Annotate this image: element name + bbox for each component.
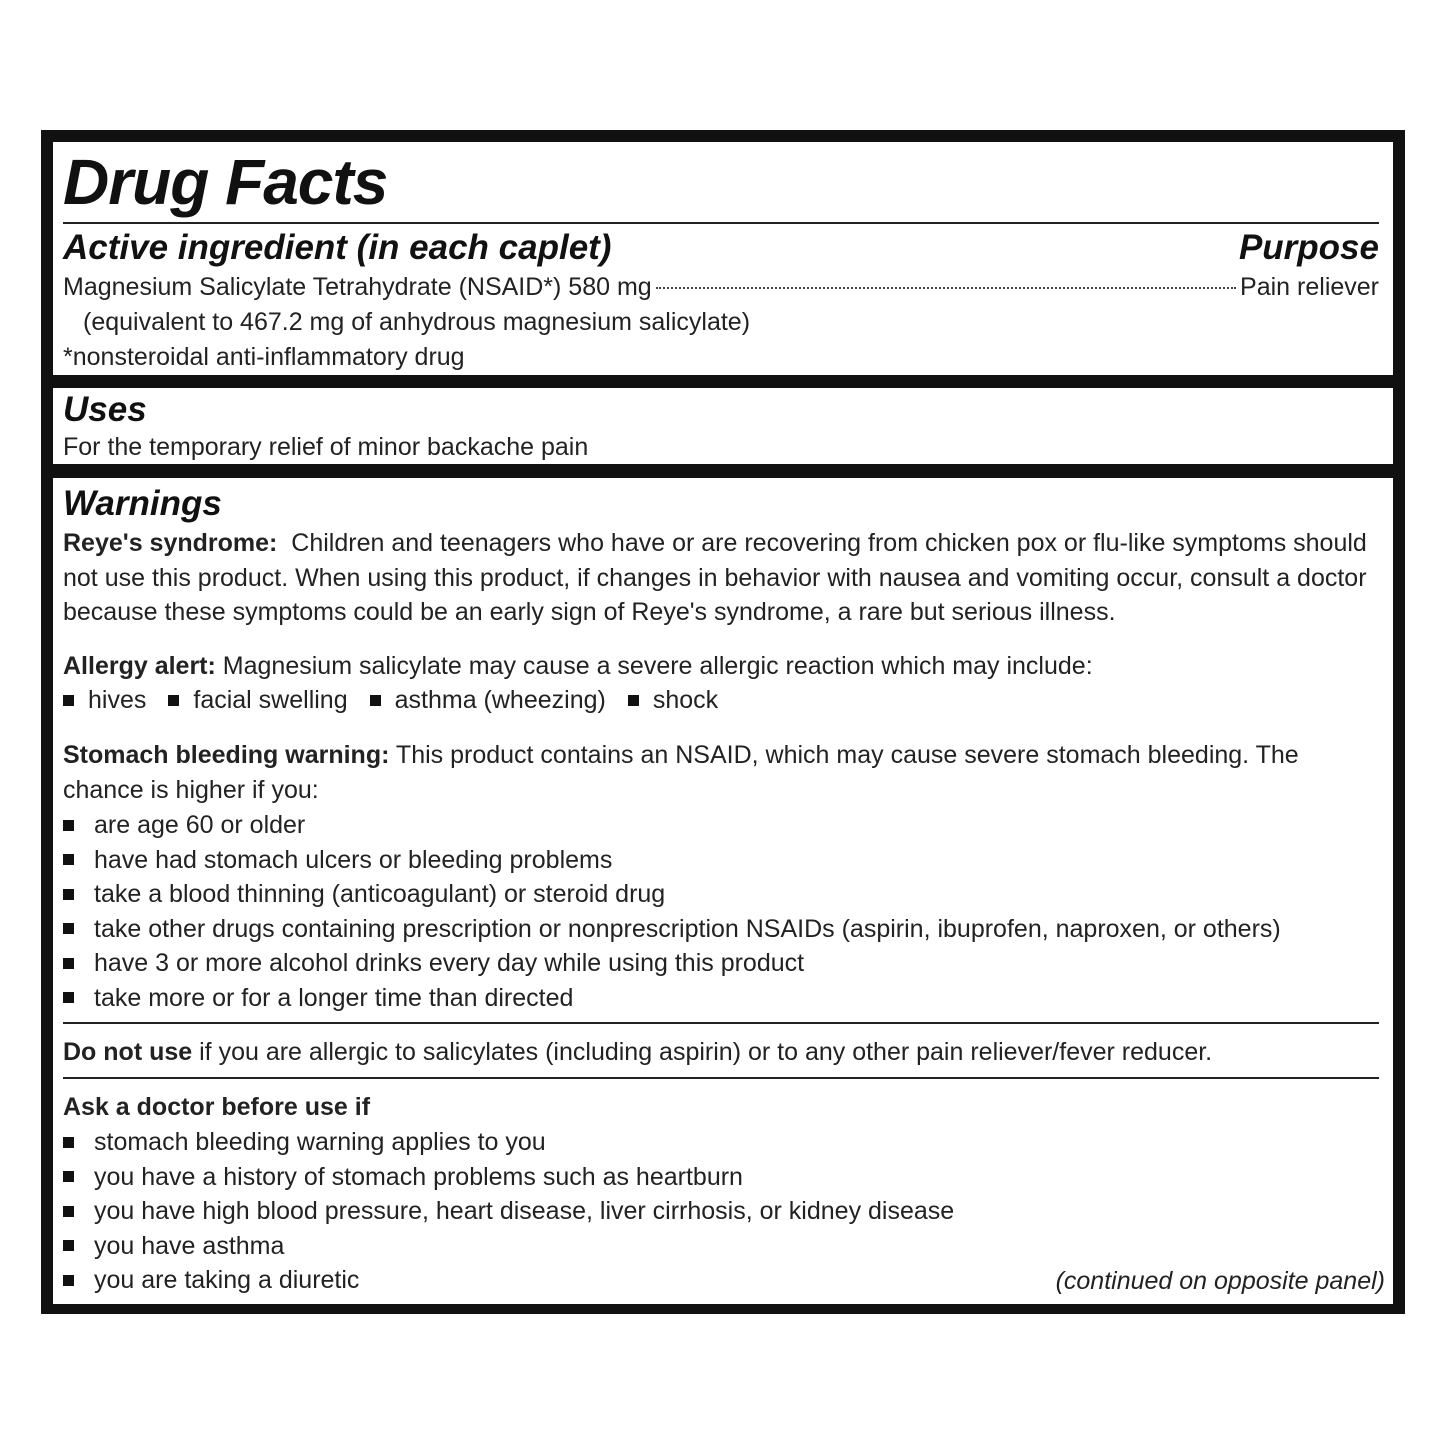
- bullet-square-icon: [63, 958, 74, 969]
- list-item: you are taking a diuretic: [63, 1263, 954, 1298]
- reyes-syndrome-warning: [63, 526, 1379, 630]
- bullet-square-icon: [63, 1275, 74, 1286]
- divider: [63, 1022, 1379, 1024]
- dot-leader: [656, 287, 1236, 289]
- divider: [63, 1077, 1379, 1079]
- nsaid-footnote: *nonsteroidal anti-inflammatory drug: [63, 343, 465, 371]
- equivalent-note: (equivalent to 467.2 mg of anhydrous magnesium salicylate): [83, 308, 751, 336]
- do-not-use-label: Do not use: [63, 1038, 193, 1066]
- stomach-text: This product contains an NSAID, which may cause severe stomach bleeding. The chance is higher if you:: [63, 741, 1299, 804]
- stomach-risk-list: [63, 808, 1281, 1015]
- active-ingredient-heading: Active ingredient (in each caplet): [63, 228, 612, 267]
- reyes-text: Children and teenagers who have or are recovering from chicken pox or flu-like symptoms should not use this product. When using this product, if changes in behavior with nausea and vomiting occur, consult a doctor because these symptoms could be an early sign of Reye's syndrome, a rare but serious illness.: [63, 529, 1367, 626]
- stomach-label: Stomach bleeding warning:: [63, 741, 390, 769]
- list-item: stomach bleeding warning applies to you: [63, 1125, 954, 1160]
- allergy-list: [63, 683, 740, 717]
- bullet-square-icon: [63, 923, 74, 934]
- list-item: you have asthma: [63, 1229, 954, 1264]
- uses-heading: Uses: [63, 390, 147, 429]
- do-not-use: [63, 1035, 1379, 1070]
- bullet-square-icon: [370, 695, 381, 706]
- list-item: you have high blood pressure, heart disease, liver cirrhosis, or kidney disease: [63, 1194, 954, 1229]
- ingredient-purpose: Pain reliever: [1240, 273, 1379, 301]
- ask-doctor-heading: Ask a doctor before use if: [63, 1093, 371, 1121]
- list-item: you have a history of stomach problems such as heartburn: [63, 1160, 954, 1195]
- list-item: are age 60 or older: [63, 808, 1281, 843]
- bullet-square-icon: [63, 1137, 74, 1148]
- ask-doctor-list: [63, 1125, 954, 1298]
- uses-text: For the temporary relief of minor backache pain: [63, 433, 589, 461]
- list-item: take other drugs containing prescription or nonprescription NSAIDs (aspirin, ibuprofen, naproxen, or others): [63, 912, 1281, 947]
- bullet-square-icon: [168, 695, 179, 706]
- bullet-square-icon: [63, 695, 74, 706]
- list-item: take more or for a longer time than directed: [63, 981, 1281, 1016]
- reyes-label: Reye's syndrome:: [63, 529, 278, 557]
- divider: [63, 222, 1379, 224]
- page-title: Drug Facts: [63, 146, 388, 218]
- continued-note: (continued on opposite panel): [1055, 1267, 1385, 1295]
- uses-section: [53, 388, 1393, 464]
- bullet-square-icon: [63, 820, 74, 831]
- allergy-alert: [63, 649, 1379, 684]
- active-ingredient-section: [53, 142, 1393, 375]
- bullet-square-icon: [628, 695, 639, 706]
- stomach-bleeding-warning: [63, 738, 1379, 807]
- list-item: shock: [628, 683, 718, 717]
- list-item: take a blood thinning (anticoagulant) or steroid drug: [63, 877, 1281, 912]
- bullet-square-icon: [63, 1171, 74, 1182]
- warnings-heading: Warnings: [63, 484, 222, 523]
- do-not-use-text: if you are allergic to salicylates (including aspirin) or to any other pain reliever/fever reducer.: [199, 1038, 1213, 1066]
- bullet-square-icon: [63, 992, 74, 1003]
- purpose-heading: Purpose: [1238, 228, 1379, 267]
- bullet-square-icon: [63, 889, 74, 900]
- list-item: facial swelling: [168, 683, 347, 717]
- list-item: asthma (wheezing): [370, 683, 606, 717]
- ingredient-name: Magnesium Salicylate Tetrahydrate (NSAID*) 580 mg: [63, 273, 652, 301]
- bullet-square-icon: [63, 854, 74, 865]
- drug-facts-panel: [41, 130, 1405, 1314]
- list-item: hives: [63, 683, 146, 717]
- warnings-section: [53, 478, 1393, 1304]
- list-item: have had stomach ulcers or bleeding problems: [63, 843, 1281, 878]
- list-item: have 3 or more alcohol drinks every day while using this product: [63, 946, 1281, 981]
- bullet-square-icon: [63, 1240, 74, 1251]
- allergy-label: Allergy alert:: [63, 652, 216, 680]
- bullet-square-icon: [63, 1206, 74, 1217]
- allergy-text: Magnesium salicylate may cause a severe allergic reaction which may include:: [222, 652, 1093, 680]
- ingredient-row: [63, 270, 1379, 304]
